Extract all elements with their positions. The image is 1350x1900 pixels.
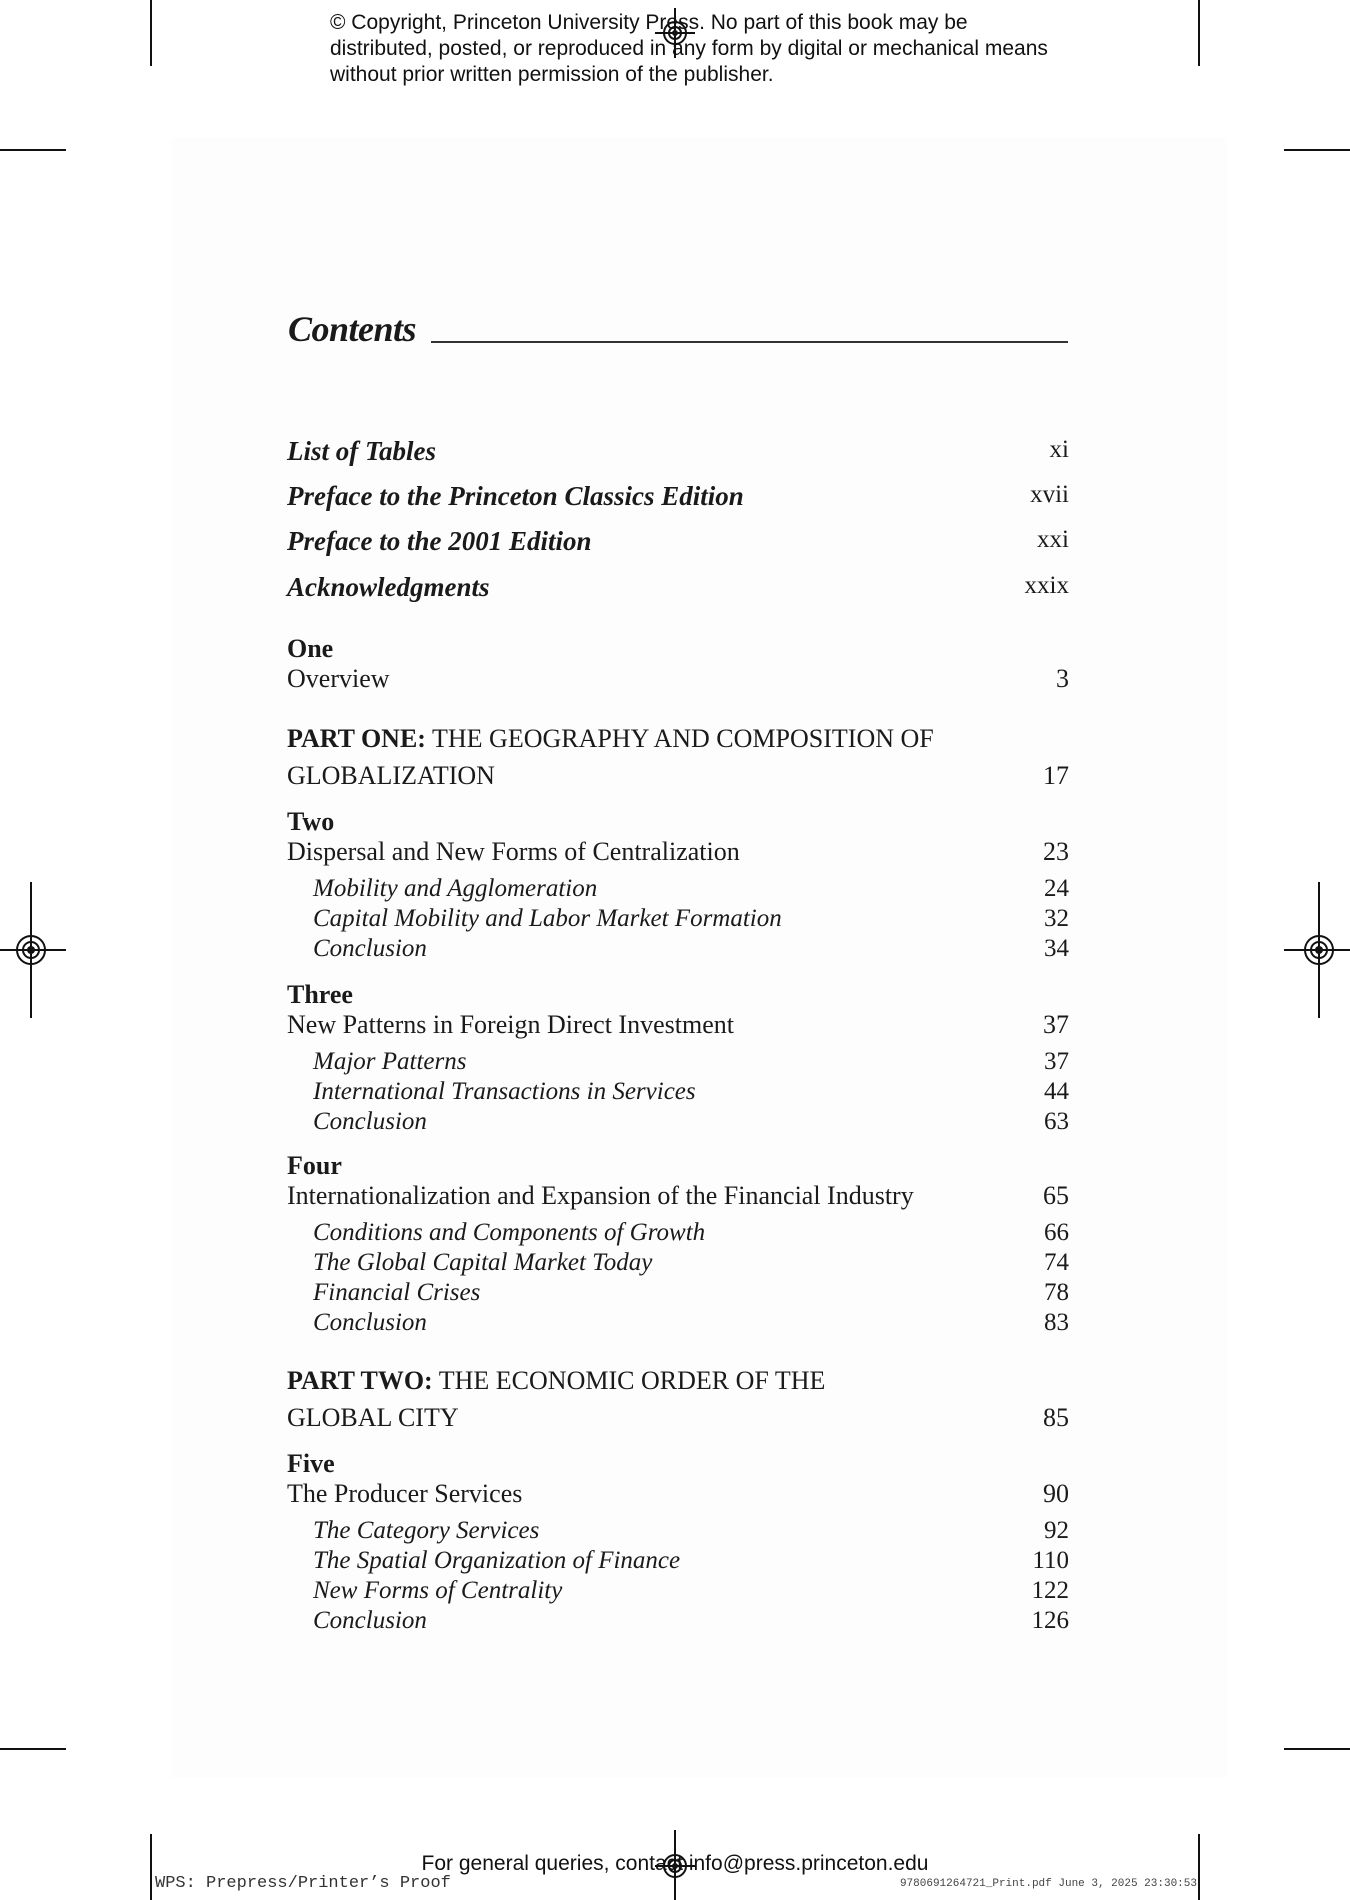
entry-title: The Producer Services	[287, 1479, 523, 1508]
section-title: New Forms of Centrality	[313, 1577, 563, 1604]
entry-page: 23	[1043, 837, 1069, 866]
section-page: 78	[1044, 1279, 1069, 1306]
part-title-continued: GLOBALIZATION	[287, 761, 495, 790]
section-title: Major Patterns	[313, 1048, 467, 1075]
entry-page: xi	[1049, 436, 1069, 463]
entry-page: xxix	[1024, 572, 1069, 599]
section-page: 122	[1031, 1577, 1069, 1604]
section-page: 126	[1031, 1607, 1069, 1634]
part-title: THE ECONOMIC ORDER OF THE	[438, 1366, 826, 1395]
copyright-notice: © Copyright, Princeton University Press. No part of this book may be distributed, posted, or reproduced in any form by digital or mechanical means without prior written permission of the publisher.	[330, 11, 1048, 86]
entry-title: Overview	[287, 664, 390, 693]
section-page: 37	[1044, 1048, 1069, 1075]
section-title: Capital Mobility and Labor Market Formation	[313, 905, 782, 932]
entry-page: 85	[1043, 1403, 1069, 1432]
entry-page: 90	[1043, 1479, 1069, 1508]
section-title: Conclusion	[313, 1108, 427, 1135]
section-page: 32	[1044, 905, 1069, 932]
section-page: 66	[1044, 1219, 1069, 1246]
file-info: 9780691264721_Print.pdf June 3, 2025 23:30:53	[899, 1878, 1197, 1890]
title-rule	[431, 341, 1068, 343]
section-page: 83	[1044, 1309, 1069, 1336]
section-page: 44	[1044, 1078, 1069, 1105]
section-page: 63	[1044, 1108, 1069, 1135]
section-title: Conditions and Components of Growth	[313, 1219, 706, 1246]
entry-title: Internationalization and Expansion of the Financial Industry	[287, 1181, 914, 1210]
part-label: PART ONE:	[287, 724, 426, 753]
section-title: International Transactions in Services	[313, 1078, 696, 1105]
part-label: PART TWO:	[287, 1366, 433, 1395]
entry-page: 65	[1043, 1181, 1069, 1210]
section-page: 110	[1032, 1547, 1069, 1574]
section-title: Mobility and Agglomeration	[313, 875, 598, 902]
part-title: THE GEOGRAPHY AND COMPOSITION OF	[432, 724, 934, 753]
entry-title: New Patterns in Foreign Direct Investment	[287, 1010, 734, 1039]
section-title: Conclusion	[313, 1607, 427, 1634]
section-title: The Category Services	[313, 1517, 540, 1544]
part-title-continued: GLOBAL CITY	[287, 1403, 459, 1432]
section-page: 74	[1044, 1249, 1069, 1276]
section-title: Conclusion	[313, 1309, 427, 1336]
entry-page: xvii	[1030, 481, 1069, 508]
entry-page: 17	[1043, 761, 1069, 790]
proof-label: WPS: Prepress/Printer’s Proof	[155, 1874, 451, 1893]
section-page: 92	[1044, 1517, 1069, 1544]
page-title: Contents	[288, 309, 417, 349]
entry-title: Dispersal and New Forms of Centralization	[287, 837, 740, 866]
section-title: The Spatial Organization of Finance	[313, 1547, 681, 1574]
section-title: Financial Crises	[313, 1279, 481, 1306]
section-page: 34	[1044, 935, 1069, 962]
footer-queries: For general queries, contact info@press.princeton.edu	[421, 1852, 929, 1875]
entry-title: Preface to the Princeton Classics Edition	[287, 481, 744, 511]
registration-mark-icon	[0, 882, 66, 1018]
entry-title: Preface to the 2001 Edition	[287, 526, 592, 556]
section-page: 24	[1044, 875, 1069, 902]
registration-mark-icon	[1284, 882, 1350, 1018]
section-title: The Global Capital Market Today	[313, 1249, 653, 1276]
entry-title: List of Tables	[287, 436, 437, 466]
entry-page: 3	[1056, 664, 1069, 693]
entry-page: 37	[1043, 1010, 1069, 1039]
entry-page: xxi	[1037, 526, 1069, 553]
entry-title: Acknowledgments	[287, 572, 490, 602]
section-title: Conclusion	[313, 935, 427, 962]
